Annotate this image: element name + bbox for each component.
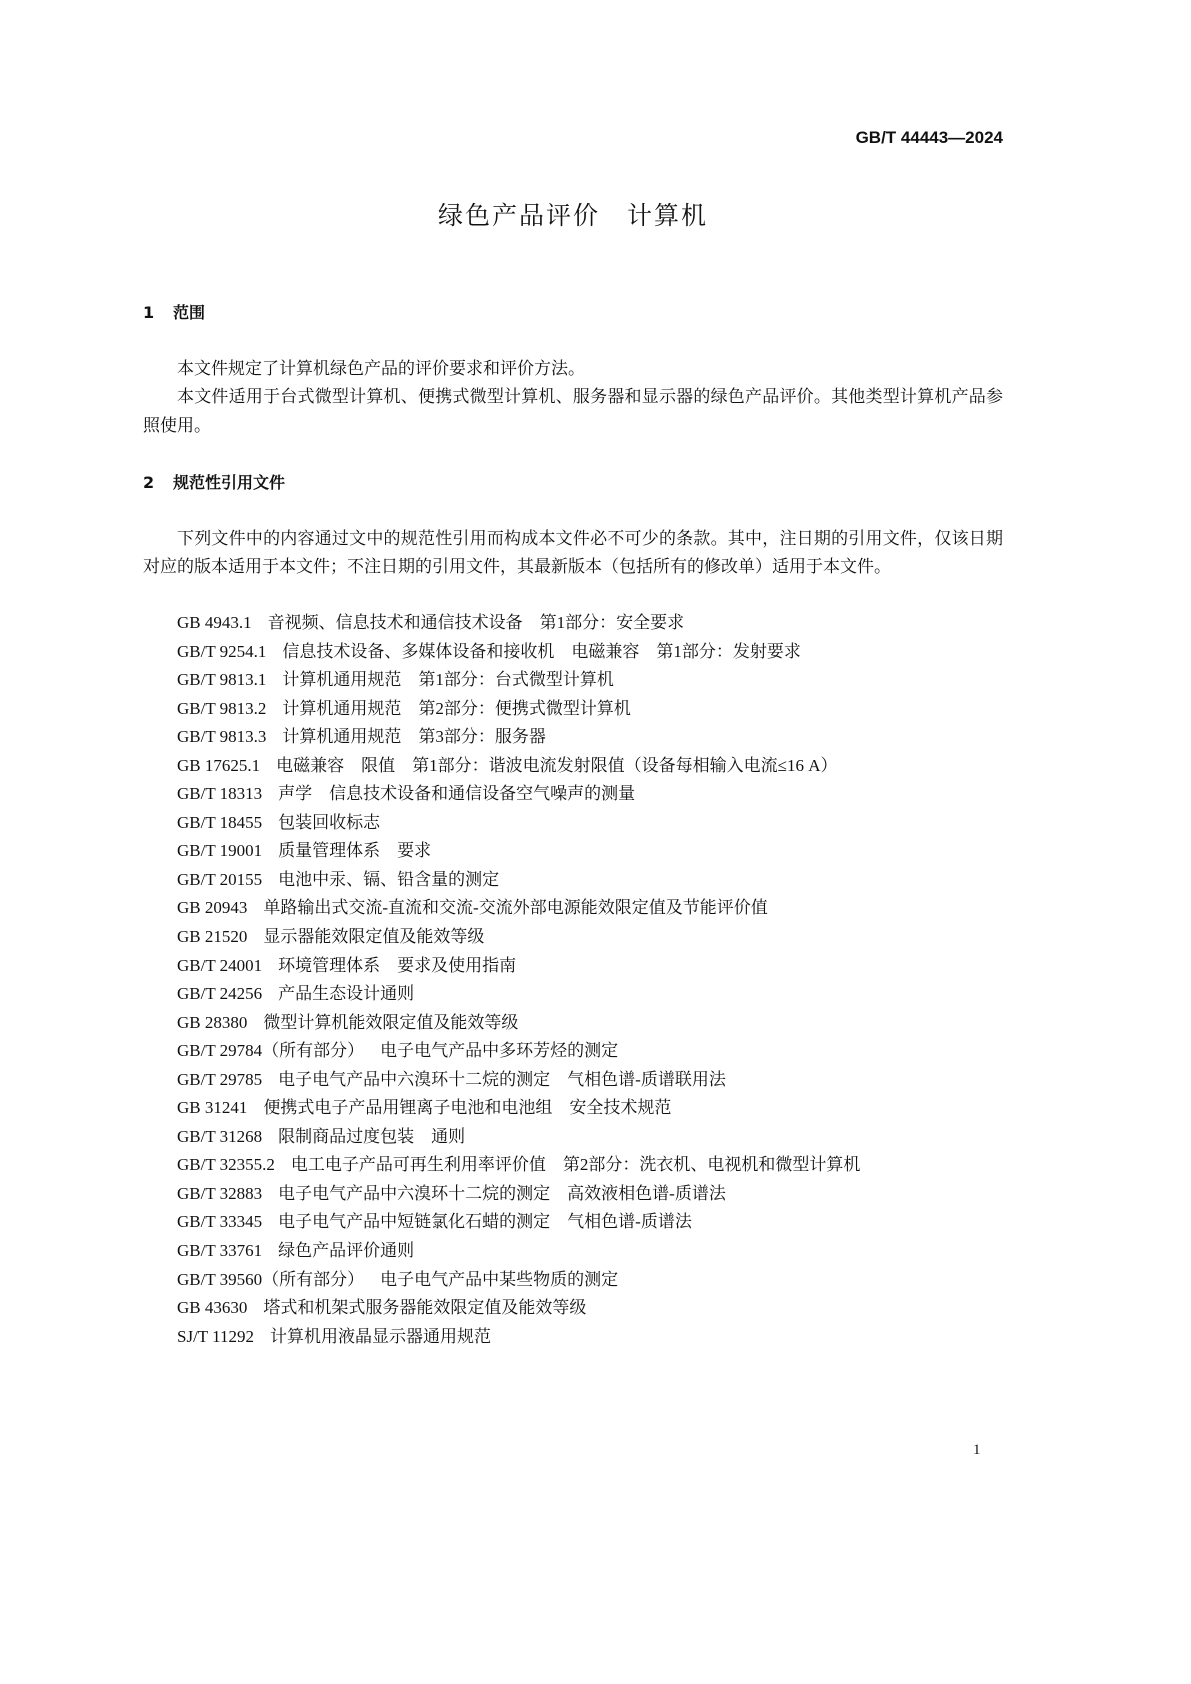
reference-item [177,1208,860,1237]
reference-title: 环境管理体系 要求及使用指南 [278,955,517,975]
reference-title: 电子电气产品中六溴环十二烷的测定 气相色谱-质谱联用法 [278,1069,726,1089]
reference-code: GB/T 18313 [177,784,263,804]
reference-item [177,609,860,638]
document-title: 绿色产品评价 计算机 [437,201,708,230]
reference-code: GB/T 31268 [177,1126,263,1146]
reference-title: 计算机通用规范 第3部分：服务器 [282,727,546,747]
reference-item [177,752,860,781]
reference-item [177,1266,860,1295]
reference-title: 电磁兼容 限值 第1部分：谐波电流发射限值（设备每相输入电流≤16 A） [276,755,838,775]
reference-code: GB/T 19001 [177,841,263,861]
reference-title: 电子电气产品中短链氯化石蜡的测定 气相色谱-质谱法 [278,1212,692,1232]
paragraph: 本文件适用于台式微型计算机、便携式微型计算机、服务器和显示器的绿色产品评价。其他类型计算机产品参照使用。 [143,387,1003,435]
reference-item [177,1123,860,1152]
section-number: 2 [143,473,155,492]
reference-item [177,1151,860,1180]
reference-item [177,866,860,895]
reference-title: 计算机通用规范 第1部分：台式微型计算机 [282,670,614,690]
section-heading-normative-references [143,470,285,493]
section-title: 规范性引用文件 [173,473,286,492]
reference-code: GB/T 9254.1 [177,641,267,661]
section-number: 1 [143,303,155,322]
reference-code: GB 17625.1 [177,755,261,775]
reference-title: 电子电气产品中六溴环十二烷的测定 高效液相色谱-质谱法 [278,1183,726,1203]
reference-title: 音视频、信息技术和通信技术设备 第1部分：安全要求 [267,613,685,632]
reference-code: GB 4943.1 [177,613,252,632]
reference-list [177,609,860,1351]
reference-title: 塔式和机架式服务器能效限定值及能效等级 [263,1298,587,1318]
reference-title: 电工电子产品可再生利用率评价值 第2部分：洗衣机、电视机和微型计算机 [290,1155,861,1175]
reference-code: GB/T 9813.1 [177,670,267,690]
reference-item [177,695,860,724]
reference-title: 产品生态设计通则 [278,984,415,1004]
paragraph: 下列文件中的内容通过文中的规范性引用而构成本文件必不可少的条款。其中，注日期的引用文件，仅该日期对应的版本适用于本文件；不注日期的引用文件，其最新版本（包括所有的修改单）适用于本文件。 [143,529,1003,577]
standard-number: GB/T 44443—2024 [855,128,1003,147]
reference-item [177,837,860,866]
reference-item [177,666,860,695]
reference-code: GB/T 39560（所有部分） [177,1269,365,1289]
reference-code: GB/T 9813.2 [177,698,267,718]
reference-item [177,923,860,952]
reference-code: GB/T 18455 [177,812,263,832]
reference-title: 电子电气产品中多环芳烃的测定 [380,1041,619,1061]
paragraph: 本文件规定了计算机绿色产品的评价要求和评价方法。 [177,359,585,378]
reference-item [177,1237,860,1266]
reference-item [177,894,860,923]
reference-title: 单路输出式交流-直流和交流-交流外部电源能效限定值及节能评价值 [263,898,768,918]
reference-code: GB 28380 [177,1012,248,1032]
reference-code: GB 43630 [177,1298,248,1318]
reference-item [177,1094,860,1123]
reference-title: 计算机通用规范 第2部分：便携式微型计算机 [282,698,631,718]
reference-item [177,638,860,667]
reference-item [177,1037,860,1066]
scope-body [143,355,1003,440]
reference-title: 计算机用液晶显示器通用规范 [270,1326,491,1346]
reference-title: 绿色产品评价通则 [278,1241,415,1261]
reference-title: 声学 信息技术设备和通信设备空气噪声的测量 [278,784,636,804]
reference-item [177,1009,860,1038]
reference-code: GB 31241 [177,1098,248,1118]
reference-item [177,1180,860,1209]
reference-code: GB 21520 [177,927,248,947]
reference-item [177,980,860,1009]
reference-title: 信息技术设备、多媒体设备和接收机 电磁兼容 第1部分：发射要求 [282,641,801,661]
reference-code: GB/T 33345 [177,1212,263,1232]
reference-code: GB/T 24256 [177,984,263,1004]
reference-code: GB/T 20155 [177,869,263,889]
reference-code: GB/T 33761 [177,1241,263,1261]
reference-title: 包装回收标志 [278,812,381,832]
section-title: 范围 [173,303,206,322]
reference-item [177,1066,860,1095]
references-intro [143,525,1003,582]
section-heading-scope [143,300,205,323]
reference-title: 电池中汞、镉、铅含量的测定 [278,869,500,889]
reference-item [177,952,860,981]
reference-title: 限制商品过度包装 通则 [278,1126,466,1146]
reference-code: GB/T 24001 [177,955,263,975]
reference-code: GB 20943 [177,898,248,918]
reference-title: 便携式电子产品用锂离子电池和电池组 安全技术规范 [263,1098,672,1118]
reference-title: 质量管理体系 要求 [278,841,432,861]
reference-item [177,1294,860,1323]
reference-code: SJ/T 11292 [177,1326,254,1346]
reference-item [177,809,860,838]
reference-code: GB/T 32355.2 [177,1155,275,1175]
reference-item [177,723,860,752]
reference-code: GB/T 9813.3 [177,727,267,747]
reference-code: GB/T 29784（所有部分） [177,1041,365,1061]
reference-title: 微型计算机能效限定值及能效等级 [263,1012,519,1032]
reference-code: GB/T 29785 [177,1069,263,1089]
reference-code: GB/T 32883 [177,1183,263,1203]
reference-title: 电子电气产品中某些物质的测定 [380,1269,619,1289]
page-number: 1 [973,1442,981,1458]
reference-title: 显示器能效限定值及能效等级 [263,927,485,947]
reference-item [177,1323,860,1352]
reference-item [177,780,860,809]
